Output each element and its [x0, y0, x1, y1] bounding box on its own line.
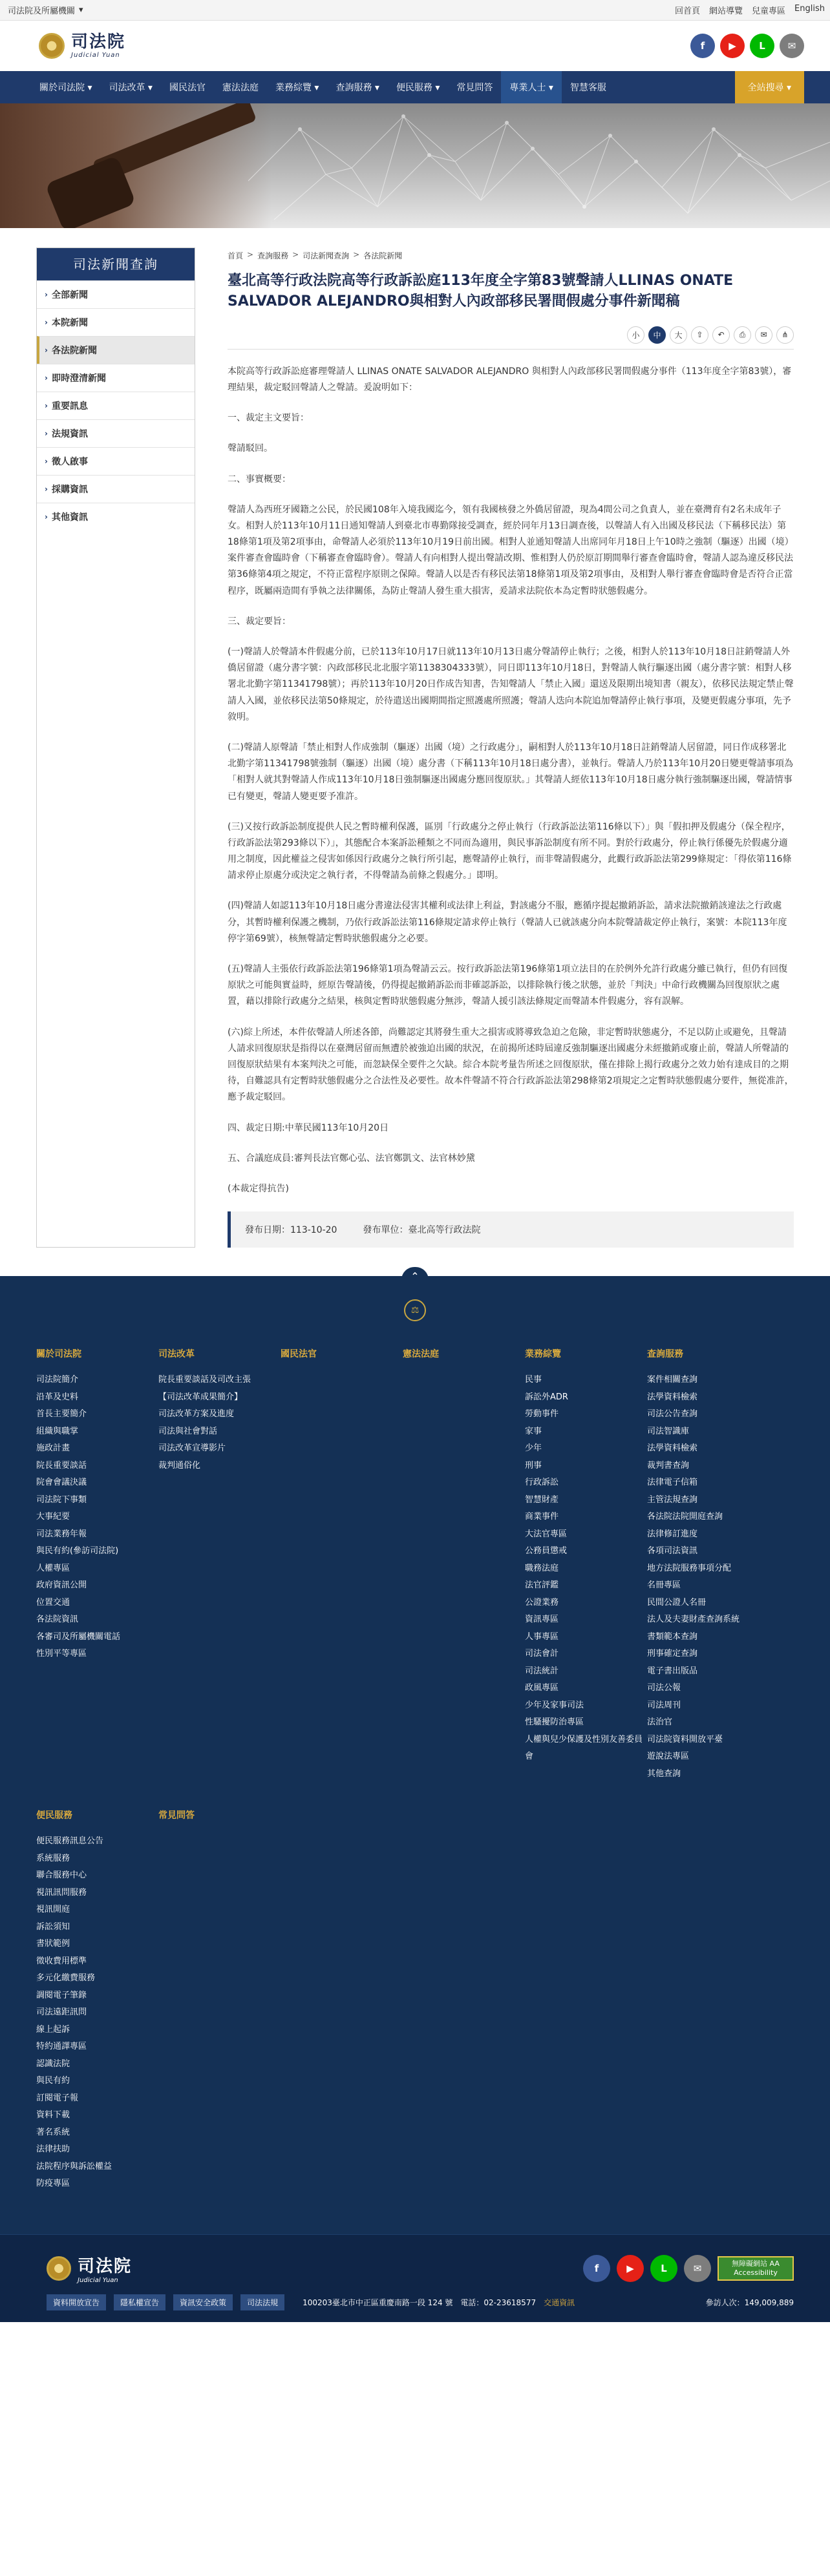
article-toolbar — [228, 326, 794, 350]
footer-link[interactable]: 司法改革宣導影片 — [158, 1443, 226, 1454]
sidebar-item[interactable] — [37, 308, 195, 336]
footer-link[interactable]: 司法統計 — [525, 1666, 559, 1676]
article-paragraph: 五、合議庭成員:審判長法官鄭心弘、法官鄭凱文、法官林妙黛 — [228, 1153, 475, 1164]
article-paragraph: (本裁定得抗告) — [228, 1183, 289, 1194]
footer-column — [158, 1347, 281, 1783]
footer-link[interactable]: 性別平等專區 — [36, 1649, 87, 1659]
footer-column-title[interactable]: 司法改革 — [158, 1349, 195, 1360]
site-header — [0, 21, 830, 71]
footer-link[interactable]: 資訊專區 — [525, 1615, 559, 1625]
sidebar-item[interactable] — [37, 475, 195, 503]
chevron-right-icon: › — [45, 318, 48, 327]
print-icon[interactable]: ⎙ — [734, 326, 751, 344]
chevron-right-icon: › — [45, 429, 48, 438]
nav-item[interactable]: 司法改革 ▾ — [109, 83, 153, 93]
footer-link[interactable]: 院長重要談話及司改主張 — [158, 1375, 251, 1385]
footer-policy-link[interactable]: 資訊安全政策 — [173, 2294, 233, 2310]
footer-link[interactable]: 線上起訴 — [36, 2024, 70, 2035]
article-paragraph: 四、裁定日期:中華民國113年10月20日 — [228, 1122, 389, 1133]
youtube-icon[interactable]: ▶ — [720, 34, 745, 58]
sidebar-item[interactable] — [37, 419, 195, 447]
sidebar — [36, 247, 195, 1248]
mail-icon[interactable]: ✉ — [684, 2255, 711, 2282]
nav-item[interactable]: 國民法官 — [169, 83, 206, 93]
footer-link[interactable]: 遊說法專區 — [647, 1752, 690, 1762]
chevron-right-icon: › — [45, 290, 48, 299]
agency-dropdown[interactable] — [8, 4, 83, 16]
footer-link[interactable]: 司法周刊 — [647, 1700, 681, 1710]
article-paragraph: (六)綜上所述，本件依聲請人所述各節，尚難認定其將發生重大之損害或將導致急迫之危險，非定暫時狀態處分，不足以防止或避免，且聲請人請求回復原狀是指得以在臺灣居留而無遭於被強迫出國的狀況，在前揭所述時屆違反強制驅逐出國處分未經撤銷或廢止前，聲請人所聲請的回復原狀結果有本案判決之可能，而忽缺保全要件之欠缺。綜合本院考量告所述之回復原狀，僅在排除上揭行政處分之效力始有達成目的之期待，自難認具有定暫時狀態假處分之合法性及必要性。故本件聲請不符合行政訴訟法第298條第2項規定之定暫時狀態假處分要件，無從准許，應予裁定駁回。 — [228, 1027, 794, 1103]
footer-column — [281, 1347, 403, 1783]
article-paragraph: (五)聲請人主張依行政訴訟法第196條第1項為聲請云云。按行政訴訟法第196條第1項立法目的在於例外允許行政處分雖已執行，但仍有回復原狀之可能與實益時，經原告聲請後，仍得提起撤銷訴訟而非確認訴訟，以排除執行後之狀態，並於「判決」中命行政機關為回復原狀之處置，藉以排除行政處分之結果，核與定暫時狀態假處分無涉，聲請人援引該法條規定而聲請本件假處分，容有誤解。 — [228, 964, 788, 1007]
mail-icon[interactable]: ✉ — [780, 34, 804, 58]
footer-link[interactable]: 法院程序與訴訟權益 — [36, 2161, 112, 2172]
article-paragraph: (三)又按行政訴訟制度提供人民之暫時權利保護，區別「行政處分之停止執行（行政訴訟法第116條以下）」與「假扣押及假處分（保全程序，行政訴訟法第293條以下）」，其態配合本案訴訟種類之不同而為適用，與民事訴訟制度有所不同。對於行政處分，停止執行係優先於假處分適用之制度，因此權益之侵害如係因行政處分之執行所引起，應聲請停止執行，而非聲請假處分，此觀行政訴訟法第299條規定：「得依第116條請求停止原處分或決定之執行者，不得聲請為前條之假處分。」即明。 — [228, 821, 792, 881]
article-paragraph: (四)聲請人如認113年10月18日處分書違法侵害其權利或法律上利益，對該處分不服，應循序提起撤銷訴訟，請求法院撤銷該違法之行政處分，其暫時權利保護之機制，乃依行政訴訟法第116條規定請求停止執行（聲請人已就該處分向本院聲請裁定停止執行，案號：本院113年度停字第69號），核無聲請定暫時狀態假處分之必要。 — [228, 901, 787, 944]
social-links — [690, 34, 804, 58]
footer-link[interactable]: 人事專區 — [525, 1631, 559, 1642]
traffic-info-link[interactable]: 交通資訊 — [544, 2298, 575, 2307]
footer-column — [158, 1808, 281, 2193]
footer-link[interactable]: 視訊訊問服務 — [36, 1887, 87, 1898]
footer-link[interactable]: 智慧財產 — [525, 1494, 559, 1505]
chevron-right-icon: › — [45, 346, 48, 355]
footer-link[interactable]: 人權專區 — [36, 1563, 70, 1573]
footer-link[interactable]: 公務員懲戒 — [525, 1546, 568, 1556]
footer-link[interactable]: 視訊開庭 — [36, 1905, 70, 1915]
footer-link[interactable]: 裁判通俗化 — [158, 1460, 201, 1471]
footer-link[interactable]: 訴訟外ADR — [525, 1392, 568, 1402]
share-icon[interactable]: ⇧ — [691, 326, 708, 344]
footer-link[interactable]: 司法智識庫 — [647, 1426, 690, 1436]
footer-link[interactable]: 書類範本查詢 — [647, 1631, 698, 1642]
footer-link[interactable]: 與民有約(參訪司法院) — [36, 1546, 119, 1556]
publish-date: 發布日期：113-10-20 — [245, 1225, 337, 1236]
chevron-right-icon: › — [45, 512, 48, 521]
footer-column-title[interactable]: 查詢服務 — [647, 1349, 683, 1360]
article-paragraph: 本院高等行政訴訟庭審理聲請人 LLINAS ONATE SALVADOR ALEJANDRO 與相對人內政部移民署間假處分事件（113年度全字第83號），審理結果，裁定駁回聲請人之聲請。爰說明如下： — [228, 366, 792, 393]
footer-link[interactable]: 其他查詢 — [647, 1768, 681, 1779]
footer-link[interactable]: 大法官專區 — [525, 1529, 568, 1539]
footer-link[interactable]: 刑事確定查詢 — [647, 1649, 698, 1659]
sidebar-item[interactable] — [37, 336, 195, 364]
footer-logo-title: 司法院 — [78, 2256, 133, 2276]
breadcrumb-item[interactable]: 司法新聞查詢 — [303, 251, 350, 260]
footer-policy-link[interactable]: 司法法規 — [240, 2294, 284, 2310]
footer-column-title[interactable]: 便民服務 — [36, 1810, 72, 1821]
footer-link[interactable]: 司法院資料開放平臺 — [647, 1734, 723, 1744]
footer-link[interactable]: 認識法院 — [36, 2058, 70, 2069]
back-icon[interactable]: ↶ — [712, 326, 730, 344]
accessibility-badge[interactable]: 無障礙網站 AA Accessibility — [718, 2256, 794, 2281]
logo-subtitle: Judicial Yuan — [71, 51, 120, 59]
footer-link[interactable]: 訴訟須知 — [36, 1922, 70, 1932]
footer-link[interactable]: 刑事 — [525, 1460, 542, 1471]
sidebar-item-label: 其他資訊 — [51, 512, 88, 523]
logo-title: 司法院 — [71, 32, 126, 52]
footer-link[interactable]: 系統服務 — [36, 1853, 70, 1863]
footer-link[interactable]: 司法院下事類 — [36, 1494, 87, 1505]
footer-link[interactable]: 法治官 — [647, 1717, 673, 1728]
footer-link[interactable]: 性騷擾防治專區 — [525, 1717, 584, 1728]
sidebar-item[interactable] — [37, 447, 195, 475]
top-link[interactable]: 網站導覽 — [709, 6, 743, 16]
footer-policy-link[interactable]: 隱私權宣告 — [114, 2294, 165, 2310]
footer-link[interactable]: 家事 — [525, 1426, 542, 1436]
line-icon[interactable]: L — [650, 2255, 677, 2282]
nav-item[interactable]: 便民服務 ▾ — [396, 83, 440, 93]
chevron-right-icon: › — [45, 485, 48, 494]
footer-link[interactable]: 位置交通 — [36, 1597, 70, 1607]
footer-link[interactable]: 法人及夫妻財產查詢系統 — [647, 1615, 740, 1625]
footer-link[interactable]: 與民有約 — [36, 2076, 70, 2086]
footer-column-title[interactable]: 關於司法院 — [36, 1349, 81, 1360]
sidebar-item-label: 本院新聞 — [51, 318, 88, 328]
emblem-icon — [47, 2256, 71, 2281]
footer-link[interactable]: 調閱電子筆錄 — [36, 1990, 87, 2000]
footer-link[interactable]: 政風專區 — [525, 1683, 559, 1693]
footer-link[interactable]: 首長主要簡介 — [36, 1409, 87, 1419]
breadcrumb-item[interactable]: 查詢服務 — [257, 251, 289, 260]
facebook-icon[interactable]: f — [583, 2255, 610, 2282]
site-footer — [0, 1270, 830, 2322]
footer-column — [647, 1347, 769, 1783]
footer-policy-link[interactable]: 資料開放宣告 — [47, 2294, 106, 2310]
main-nav — [0, 71, 830, 103]
article-paragraph: 三、裁定要旨： — [228, 616, 291, 627]
article-paragraph: 聲請人為西班牙國籍之公民，於民國108年入境我國迄今，領有我國核發之外僑居留證，現為4間公司之負責人，並在臺灣育有2名未成年子女。相對人於113年10月11日通知聲請人到臺北市專勤隊接受調查，經於同年月13日調查後，以聲請人有入出國及移民法（下稱移民法）第18條第1項及第2項事由，命聲請人必須於113年10月19日前出國。相對人並通知聲請人出席同年月18日上午10時之強制（驅逐）出國（境）案件審查會臨時會（下稱審查會臨時會）。聲請人有向相對人提出聲請改期、惟相對人仍於原訂期間舉行審查會臨時會，聲請人認為違反移民法第36條第4項之規定，不符正當程序原則之保障。聲請人以是否有移民法第18條第1項及第2項事由，及相對人舉行審查會臨時會是否符合正當程序，既屬兩造間有爭執之法律關係，為防止聲請人發生重大損害，爰請求法院依本為定暫時狀態假處分。 — [228, 504, 794, 596]
footer-link[interactable]: 法學資料檢索 — [647, 1392, 698, 1402]
footer-link[interactable]: 電子書出版品 — [647, 1666, 698, 1676]
footer-link[interactable]: 法學資料檢索 — [647, 1443, 698, 1454]
footer-link[interactable]: 書狀範例 — [36, 1939, 70, 1949]
footer-link[interactable]: 政府資訊公開 — [36, 1580, 87, 1591]
footer-link[interactable]: 少年及家事司法 — [525, 1700, 584, 1710]
footer-link[interactable]: 著名系統 — [36, 2127, 70, 2137]
footer-link[interactable]: 司法遠距訊問 — [36, 2007, 87, 2018]
footer-link[interactable]: 公證業務 — [525, 1597, 559, 1607]
youtube-icon[interactable]: ▶ — [617, 2255, 644, 2282]
article-paragraph: 聲請駁回。 — [228, 443, 273, 454]
publish-unit: 發布單位：臺北高等行政法院 — [363, 1225, 481, 1236]
top-link[interactable]: 回首頁 — [675, 6, 701, 16]
footer-link[interactable]: 民間公證人名冊 — [647, 1597, 707, 1607]
footer-column-title[interactable]: 憲法法庭 — [403, 1349, 439, 1360]
footer-link[interactable]: 法官評鑑 — [525, 1580, 559, 1591]
footer-link[interactable]: 特約通譯專區 — [36, 2042, 87, 2052]
breadcrumb-separator-icon: > — [247, 250, 254, 259]
footer-link[interactable]: 各項司法資訊 — [647, 1546, 698, 1556]
footer-link[interactable]: 資料下載 — [36, 2110, 70, 2120]
sidebar-item[interactable] — [37, 503, 195, 530]
footer-link[interactable]: 裁判書查詢 — [647, 1460, 690, 1471]
article-paragraph: (二)聲請人原聲請「禁止相對人作成強制（驅逐）出國（境）之行政處分」，嗣相對人於113年10月18日註銷聲請人居留證，同日作成移署北北勤字第11341798號強制（驅逐）出國（境）處分書（下稱113年10月18日處分書），並執行。聲請人乃於113年10月20日變更聲請事項為「相對人就其對聲請人作成113年10月18日強制驅逐出國處分應回復原狀。」其聲請人經依113年10月18日處分執行強制驅逐出國，聲請情事已有變更，聲請人變更要予准許。 — [228, 742, 793, 802]
footer-link[interactable]: 地方法院服務事項分配 — [647, 1563, 732, 1573]
article-paragraph: 二、事實概要： — [228, 474, 291, 485]
footer-link[interactable]: 主管法規查詢 — [647, 1494, 698, 1505]
breadcrumb-item[interactable]: 各法院新聞 — [363, 251, 403, 260]
banner-image — [0, 103, 830, 228]
breadcrumb-separator-icon: > — [292, 250, 299, 259]
footer-link[interactable]: 各法院資訊 — [36, 1615, 79, 1625]
footer-link[interactable]: 司法院簡介 — [36, 1375, 79, 1385]
sidebar-item-label: 即時澄清新聞 — [51, 373, 106, 384]
more-share-icon[interactable]: ⋔ — [776, 326, 794, 344]
top-link[interactable]: English — [794, 4, 825, 14]
publish-info — [228, 1211, 794, 1248]
chevron-down-icon: ▾ — [79, 5, 83, 15]
footer-link[interactable]: 法律修訂進度 — [647, 1529, 698, 1539]
email-icon[interactable]: ✉ — [755, 326, 772, 344]
footer-link[interactable]: 人權與兒少保護及性別友善委員會 — [525, 1734, 643, 1762]
footer-link[interactable]: 案件相關查詢 — [647, 1375, 698, 1385]
article-paragraph: (一)聲請人於聲請本件假處分前，已於113年10月17日就113年10月13日處分聲請停止執行；之後，相對人於113年10月18日註銷聲請人外僑居留證（處分書字號：內政部移民北北服字第1138304333號），同日即113年10月18日，對聲請人執行驅逐出國（處分書字號：相對人移署北北勤字第11341798號）；再於113年10月20日作成告知書，告知聲請人「禁止入國」還送及限期出境知書（親友），依移民法規定禁止聲請人入國，並依移民法第50條規定，於待遣送出國期間指定照護處所照護；聲請人迭向本院追加聲請停止執行事項，及變更假處分事項，先予敘明。 — [228, 647, 794, 722]
footer-link[interactable]: 司法與社會對話 — [158, 1426, 218, 1436]
footer-link[interactable]: 勞動事件 — [525, 1409, 559, 1419]
chevron-right-icon: › — [45, 457, 48, 466]
visitor-counter: 參訪人次：149,009,889 — [705, 2298, 794, 2307]
footer-link[interactable]: 行政訴訟 — [525, 1478, 559, 1488]
font-small-button[interactable]: 小 — [627, 326, 644, 344]
footer-link[interactable]: 聯合服務中心 — [36, 1870, 87, 1881]
article-body — [228, 364, 794, 1197]
footer-link[interactable]: 施政計畫 — [36, 1443, 70, 1454]
footer-column — [36, 1347, 158, 1783]
footer-column-title[interactable]: 國民法官 — [281, 1349, 317, 1360]
breadcrumb-item[interactable]: 首頁 — [228, 251, 244, 260]
footer-link[interactable]: 司法改革方案及進度 — [158, 1409, 235, 1419]
footer-link[interactable]: 徵收費用標準 — [36, 1956, 87, 1966]
nav-item[interactable]: 查詢服務 ▾ — [335, 83, 379, 93]
footer-link[interactable]: 訂閱電子報 — [36, 2093, 79, 2103]
footer-link[interactable]: 司法公告查詢 — [647, 1409, 698, 1419]
footer-column-title[interactable]: 業務綜覽 — [525, 1349, 561, 1360]
footer-column — [36, 1808, 158, 2193]
footer-link[interactable]: 沿革及史料 — [36, 1392, 79, 1402]
sidebar-item[interactable] — [37, 364, 195, 392]
footer-link[interactable]: 民事 — [525, 1375, 542, 1385]
chevron-right-icon: › — [45, 401, 48, 410]
footer-link[interactable]: 院會會議決議 — [36, 1478, 87, 1488]
breadcrumb — [228, 250, 794, 260]
nav-item[interactable]: 常見問答 — [456, 83, 493, 93]
footer-link[interactable]: 防疫專區 — [36, 2179, 70, 2189]
footer-link[interactable]: 組織與職掌 — [36, 1426, 79, 1436]
agency-label: 司法院及所屬機關 — [8, 6, 76, 16]
page-title: 臺北高等行政法院高等行政訴訟庭113年度全字第83號聲請人LLINAS ONATE SALVADOR ALEJANDRO與相對人內政部移民署間假處分事件新聞稿 — [228, 273, 734, 309]
line-icon[interactable]: L — [750, 34, 774, 58]
nav-item[interactable]: 憲法法庭 — [222, 83, 259, 93]
footer-link[interactable]: 法律電子信箱 — [647, 1478, 698, 1488]
footer-address: 100203臺北市中正區重慶南路一段 124 號 電話：02-23618577 — [303, 2298, 537, 2307]
sidebar-item[interactable] — [37, 280, 195, 308]
emblem-icon — [39, 33, 65, 59]
sidebar-item-label: 重要訊息 — [51, 401, 88, 412]
footer-link[interactable]: 職務法庭 — [525, 1563, 559, 1573]
footer-link[interactable]: 各審司及所屬機關電話 — [36, 1631, 121, 1642]
nav-item[interactable]: 專業人士 ▾ — [501, 71, 561, 103]
top-utility-bar — [0, 0, 830, 21]
font-large-button[interactable]: 大 — [670, 326, 687, 344]
font-medium-button[interactable]: 中 — [648, 326, 666, 344]
footer-link[interactable]: 法律扶助 — [36, 2144, 70, 2155]
sidebar-item-label: 徵人啟事 — [51, 457, 88, 467]
site-search-button[interactable]: 全站搜尋 ▾ — [735, 71, 804, 103]
nav-item[interactable]: 智慧客服 — [569, 83, 606, 93]
footer-link[interactable]: 商業事件 — [525, 1512, 559, 1522]
footer-emblem-icon: ⚖ — [404, 1299, 426, 1321]
footer-column — [525, 1347, 647, 1783]
back-to-top-icon[interactable]: ⌃ — [401, 1267, 429, 1285]
site-logo[interactable] — [39, 33, 125, 59]
footer-column — [403, 1347, 525, 1783]
facebook-icon[interactable]: f — [690, 34, 715, 58]
chevron-right-icon: › — [45, 373, 48, 382]
footer-link[interactable]: 【司法改革成果簡介】 — [158, 1392, 243, 1402]
footer-link[interactable]: 少年 — [525, 1443, 542, 1454]
footer-logo[interactable] — [47, 2253, 132, 2284]
sidebar-item[interactable] — [37, 392, 195, 419]
footer-link[interactable]: 司法業務年報 — [36, 1529, 87, 1539]
sidebar-item-label: 全部新聞 — [51, 290, 88, 300]
footer-link[interactable]: 名冊專區 — [647, 1580, 681, 1591]
sidebar-item-label: 採購資訊 — [51, 485, 88, 495]
footer-link[interactable]: 各法院法院開庭查詢 — [647, 1512, 723, 1522]
footer-link[interactable]: 院長重要談話 — [36, 1460, 87, 1471]
footer-logo-subtitle: Judicial Yuan — [78, 2276, 118, 2284]
footer-link[interactable]: 便民服務訊息公告 — [36, 1836, 104, 1847]
footer-link[interactable]: 大事紀要 — [36, 1512, 70, 1522]
footer-link[interactable]: 司法公報 — [647, 1683, 681, 1693]
article-paragraph: 一、裁定主文要旨： — [228, 413, 309, 424]
footer-link[interactable]: 多元化繳費服務 — [36, 1973, 96, 1984]
sidebar-item-label: 法規資訊 — [51, 429, 88, 439]
nav-item[interactable]: 關於司法院 ▾ — [39, 83, 92, 93]
nav-item[interactable]: 業務綜覽 ▾ — [275, 83, 319, 93]
sidebar-item-label: 各法院新聞 — [51, 346, 97, 356]
network-mesh-graphic — [248, 103, 830, 228]
sidebar-title: 司法新聞查詢 — [37, 248, 195, 280]
top-link[interactable]: 兒童專區 — [752, 6, 786, 16]
footer-link[interactable]: 司法會計 — [525, 1649, 559, 1659]
breadcrumb-separator-icon: > — [353, 250, 360, 259]
footer-column-title[interactable]: 常見問答 — [158, 1810, 195, 1821]
